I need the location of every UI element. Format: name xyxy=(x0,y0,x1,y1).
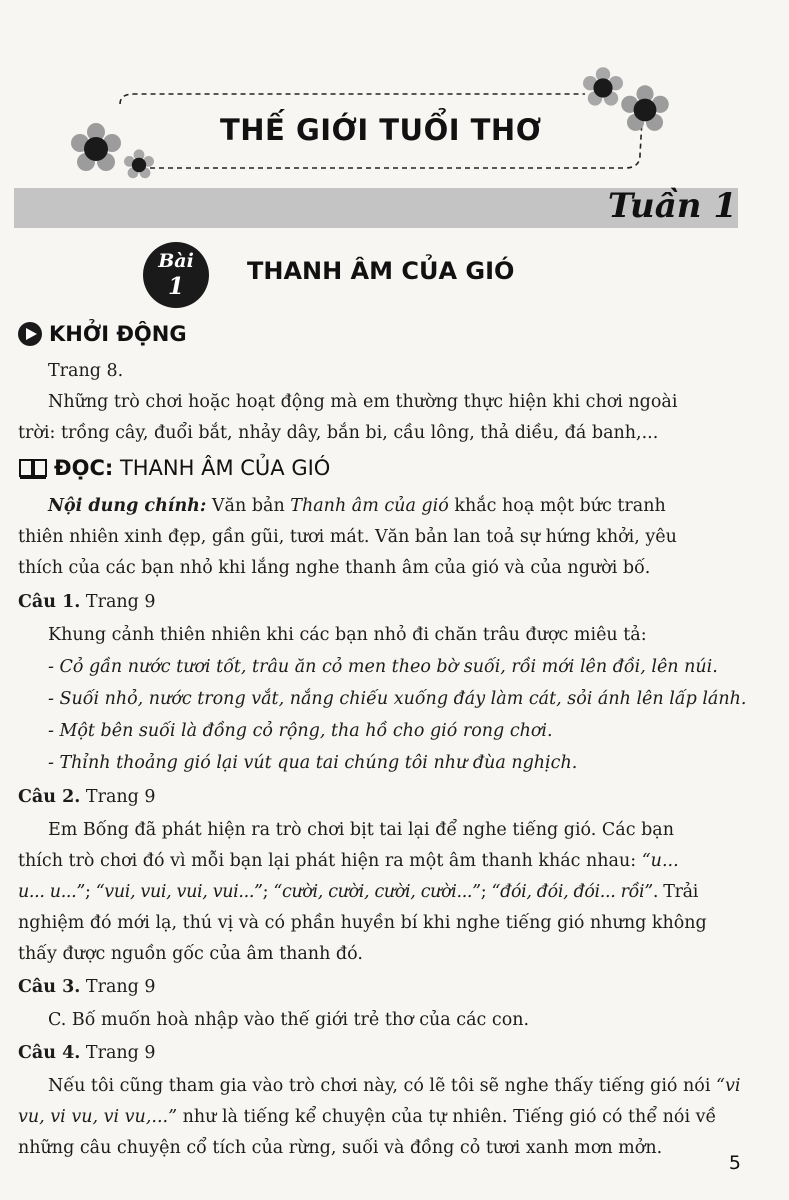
question-1-item: - Suối nhỏ, nước trong vắt, nắng chiếu xuống đáy làm cát, sỏi ánh lên lấp lánh. xyxy=(48,689,747,709)
quoted-sound: “vui, vui, vui, vui...” xyxy=(95,882,263,902)
question-1-intro: Khung cảnh thiên nhiên khi các bạn nhỏ đi chăn trâu được miêu tả: xyxy=(48,625,647,645)
summary-label: Nội dung chính: xyxy=(48,496,207,516)
question-3-answer: C. Bố muốn hoà nhập vào thế giới trẻ thơ của các con. xyxy=(48,1010,530,1030)
khoi-dong-heading xyxy=(18,322,187,346)
question-label: Câu 3. xyxy=(18,977,81,997)
question-1-item: - Cỏ gần nước tươi tốt, trâu ăn cỏ men theo bờ suối, rồi mới lên đồi, lên núi. xyxy=(48,657,718,677)
khoi-dong-text: Những trò chơi hoặc hoạt động mà em thường thực hiện khi chơi ngoài xyxy=(48,392,678,412)
quoted-sound: “cười, cười, cười, cười...” xyxy=(273,882,481,902)
question-3-heading xyxy=(18,972,742,1003)
summary-line: thiên nhiên xinh đẹp, gần gũi, tươi mát. Văn bản lan toả sự hứng khởi, yêu xyxy=(18,527,677,547)
doc-heading xyxy=(18,456,330,480)
quoted-sound: “đói, đói, đói... rồi” xyxy=(491,882,653,902)
flower-icon xyxy=(71,123,121,171)
quoted-sound: “u... xyxy=(641,851,679,871)
book-icon xyxy=(18,457,48,479)
play-icon xyxy=(18,322,42,346)
question-2-text: nghiệm đó mới lạ, thú vị và có phần huyền bí khi nghe tiếng gió nhưng không xyxy=(18,913,707,933)
question-2-text xyxy=(18,846,742,877)
question-2-text: thấy được nguồn gốc của âm thanh đó. xyxy=(18,944,363,964)
quoted-sound: vu, vi vu, vi vu,...” xyxy=(18,1107,178,1127)
question-4-text: những câu chuyện cổ tích của rừng, suối và đồng cỏ tươi xanh mơn mởn. xyxy=(18,1138,663,1158)
doc-heading-label: ĐỌC: xyxy=(54,456,114,480)
question-label: Câu 2. xyxy=(18,787,81,807)
lesson-badge xyxy=(143,242,209,308)
summary-work-title: Thanh âm của gió xyxy=(290,496,449,516)
question-label: Câu 1. xyxy=(18,592,81,612)
question-page-ref: Trang 9 xyxy=(80,977,156,997)
question-4-heading xyxy=(18,1038,742,1069)
question-page-ref: Trang 9 xyxy=(80,1043,156,1063)
lesson-badge-word: Bài xyxy=(158,250,194,272)
unit-title: THẾ GIỚI TUỔI THƠ xyxy=(220,113,542,147)
question-page-ref: Trang 9 xyxy=(80,787,156,807)
khoi-dong-text: trời: trồng cây, đuổi bắt, nhảy dây, bắn bi, cầu lông, thả diều, đá banh,... xyxy=(18,423,659,443)
summary-text: Văn bản xyxy=(206,496,291,516)
week-label: Tuần 1 xyxy=(607,186,737,226)
answer-text: Nếu tôi cũng tham gia vào trò chơi này, có lẽ tôi sẽ nghe thấy tiếng gió nói xyxy=(48,1076,716,1096)
question-label: Câu 4. xyxy=(18,1043,81,1063)
question-2-text: u... u...”; “vui, vui, vui, vui...”; “cười, cười, cười, cười...”; “đói, đói, đói... rồi”. Trải xyxy=(18,882,698,902)
answer-text: như là tiếng kể chuyện của tự nhiên. Tiếng gió có thể nói về xyxy=(177,1107,717,1127)
lesson-title: THANH ÂM CỦA GIÓ xyxy=(247,257,515,285)
summary-line xyxy=(48,491,742,522)
flower-icon xyxy=(621,85,669,131)
question-1-item: - Thỉnh thoảng gió lại vút qua tai chúng tôi như đùa nghịch. xyxy=(48,753,578,773)
khoi-dong-page-ref: Trang 8. xyxy=(48,361,124,381)
question-4-text xyxy=(18,1102,742,1133)
question-4-text xyxy=(48,1071,742,1102)
quoted-sound: “vi xyxy=(716,1076,741,1096)
answer-text: . Trải xyxy=(652,882,698,902)
question-1-item: - Một bên suối là đồng cỏ rộng, tha hồ cho gió rong chơi. xyxy=(48,721,553,741)
summary-line: thích của các bạn nhỏ khi lắng nghe thanh âm của gió và của người bố. xyxy=(18,558,651,578)
question-1-heading xyxy=(18,587,742,618)
summary-text: khắc hoạ một bức tranh xyxy=(448,496,666,516)
answer-text: thích trò chơi đó vì mỗi bạn lại phát hiện ra một âm thanh khác nhau: xyxy=(18,851,642,871)
page-number: 5 xyxy=(728,1152,741,1174)
flower-icon xyxy=(124,149,154,178)
khoi-dong-heading-text: KHỞI ĐỘNG xyxy=(49,322,187,346)
quoted-sound: u... u...” xyxy=(18,882,85,902)
lesson-badge-number: 1 xyxy=(167,273,184,300)
question-2-text: Em Bống đã phát hiện ra trò chơi bịt tai lại để nghe tiếng gió. Các bạn xyxy=(48,820,675,840)
flower-icon xyxy=(583,67,623,105)
doc-heading-title: THANH ÂM CỦA GIÓ xyxy=(113,456,331,480)
question-page-ref: Trang 9 xyxy=(80,592,156,612)
question-2-heading xyxy=(18,782,742,813)
